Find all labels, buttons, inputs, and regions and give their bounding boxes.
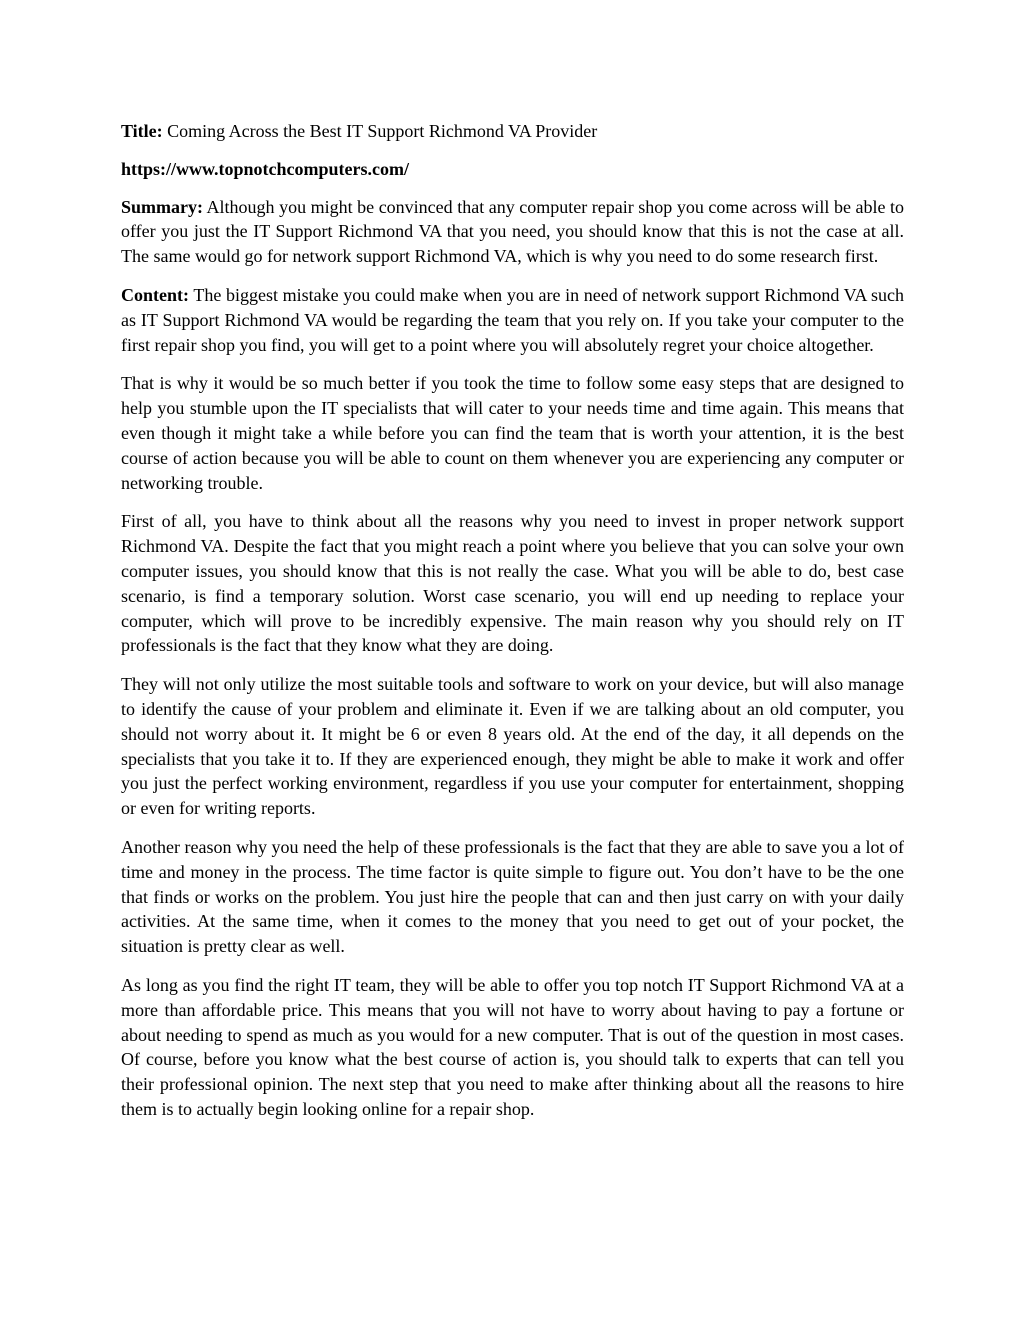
body-paragraph-1: That is why it would be so much better if you took the time to follow some easy steps that are designed to help you stumble upon the IT specialists that will cater to your needs time and time again. This means that even though it might take a while before you can find the team that is worth your attention, it is the best course of action because you will be able to count on them whenever you are experiencing any computer or networking trouble.: [121, 373, 904, 493]
body-paragraph-5: As long as you find the right IT team, they will be able to offer you top notch IT Support Richmond VA at a more than affordable price. This means that you will not have to worry about having to pay a fortune or about needing to spend as much as you would for a new computer. That is out of the question in most cases. Of course, before you know what the best course of action is, you should talk to experts that can tell you their professional opinion. The next step that you need to make after thinking about all the reasons to hire them is to actually begin looking online for a repair shop.: [121, 974, 904, 1119]
summary-label: Summary:: [121, 196, 203, 217]
summary-paragraph: [121, 195, 904, 269]
website-url: [121, 157, 904, 182]
title-label: Title:: [121, 121, 163, 141]
body-paragraph-2: First of all, you have to think about all the reasons why you need to invest in proper network support Richmond VA. Despite the fact that you might reach a point where you believe that you can solve your own computer issues, you should know that this is not really the case. What you will be able to do, best case scenario, is find a temporary solution. Worst case scenario, you will end up needing to replace your computer, which will prove to be incredibly expensive. The main reason why you should rely on IT professionals is the fact that they know what they are doing.: [121, 511, 904, 656]
title-text: Coming Across the Best IT Support Richmond VA Provider: [162, 121, 598, 141]
content-paragraph: [121, 283, 904, 357]
summary-text: Although you might be convinced that any computer repair shop you come across will be able to offer you just the IT Support Richmond VA that you need, you should know that this is not the case at all. The same would go for network support Richmond VA, which is why you need to do some research first.: [121, 196, 904, 267]
title-line: [121, 119, 904, 144]
body-paragraph-4: Another reason why you need the help of these professionals is the fact that they are able to save you a lot of time and money in the process. The time factor is quite simple to figure out. You don’t have to be the one that finds or works on the problem. You just hire the people that can and then just carry on with your daily activities. At the same time, when it comes to the money that you need to get out of your pocket, the situation is pretty clear as well.: [121, 836, 904, 957]
content-label: Content:: [121, 284, 189, 305]
content-text: The biggest mistake you could make when you are in need of network support Richmond VA such as IT Support Richmond VA would be regarding the team that you rely on. If you take your computer to the first repair shop you find, you will get to a point where you will absolutely regret your choice altogether.: [121, 284, 904, 355]
body-paragraph-3: They will not only utilize the most suitable tools and software to work on your device, but will also manage to identify the cause of your problem and eliminate it. Even if we are talking about an old computer, you should not worry about it. It might be 6 or even 8 years old. At the end of the day, it all depends on the specialists that you take it to. If they are experienced enough, they might be able to make it work and offer you just the perfect working environment, regardless if you use your computer for entertainment, shopping or even for writing reports.: [121, 674, 904, 819]
url-text: https://www.topnotchcomputers.com/: [121, 158, 409, 179]
document-page: [121, 119, 904, 1136]
